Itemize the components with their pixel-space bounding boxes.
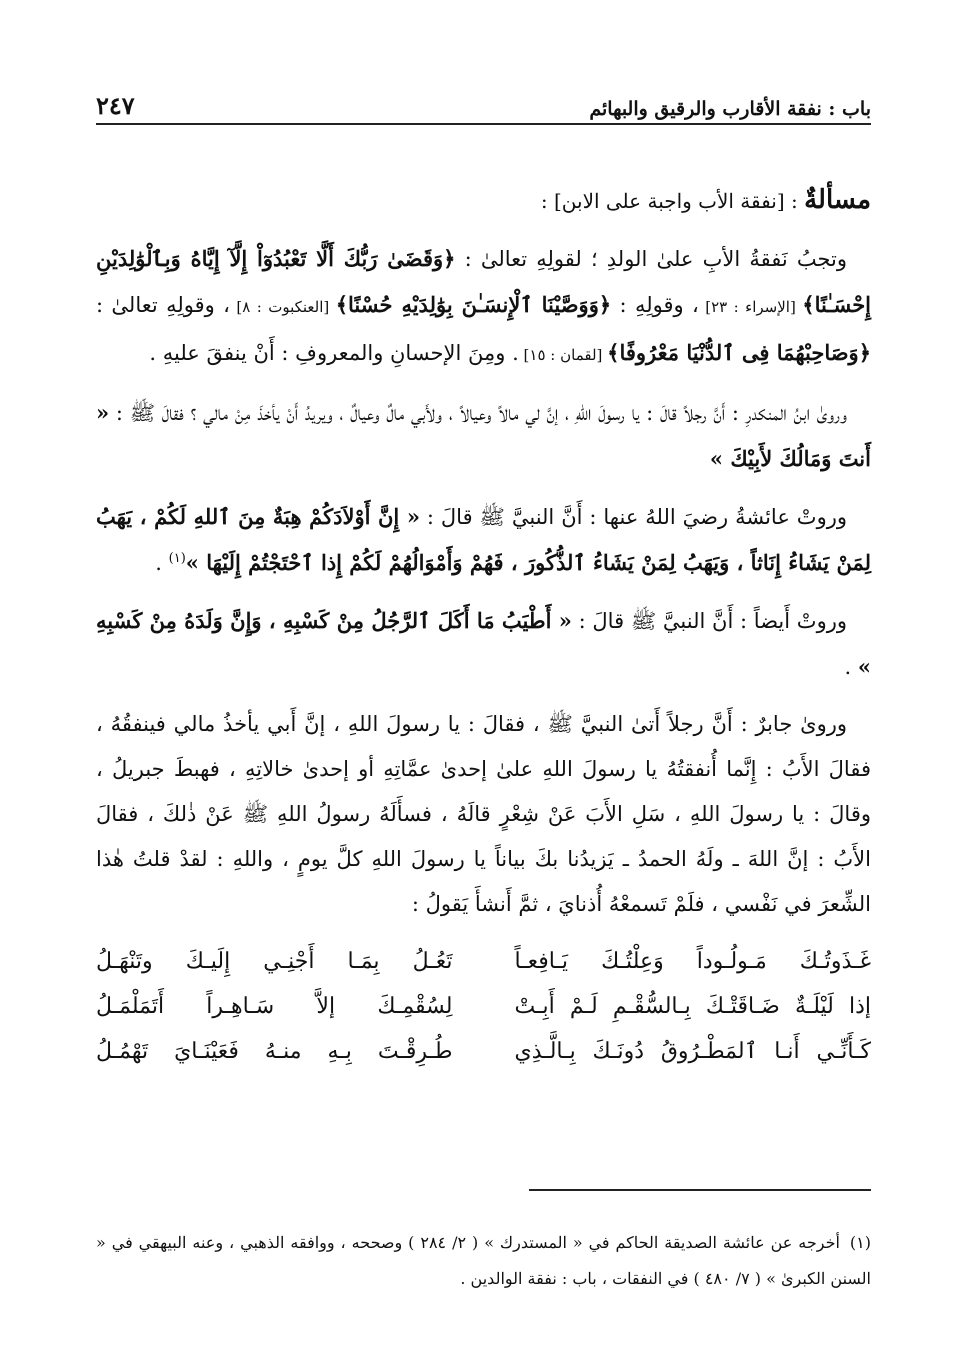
verse-citation: [لقمان : ١٥] bbox=[518, 346, 608, 364]
header-rule bbox=[96, 123, 871, 125]
poem-verse bbox=[96, 1029, 871, 1074]
text: وروتْ أَيضاً : أَنَّ النبيَّ ﷺ قالَ : bbox=[571, 609, 848, 633]
quran-verse: ﴿وَقَضَىٰ رَبُّكَ أَلَّا تَعْبُدُوٓاْ إِلَّآ إِيَّاهُ وَبِٱلْوَٰلِدَيْنِ إِحْسَـٰنًا﴾ bbox=[96, 246, 872, 317]
footnote-rule bbox=[529, 1189, 871, 1191]
quran-verse: ﴿وَوَصَّيْنَا ٱلْإِنسَـٰنَ بِوَٰلِدَيْهِ حُسْنًا﴾ bbox=[335, 292, 612, 317]
text: ، وقولِهِ تعالىٰ : bbox=[96, 293, 230, 317]
paragraph-quran-evidence bbox=[96, 236, 871, 378]
text: . ومِنَ الإحسانِ والمعروفِ : أَنْ ينفقَ عليهِ . bbox=[149, 341, 519, 365]
verse-citation: [الإسراء : ٢٣] bbox=[698, 298, 803, 316]
text: ، وقولِهِ : bbox=[611, 293, 699, 317]
verse-first-hemistich: إذا لَيْلَـةٌ ضَـاقَتْـكَ بِـالسُّقْـمِ لَـمْ أَبِـتْ bbox=[514, 994, 871, 1019]
footnote-number: (١) bbox=[849, 1233, 871, 1252]
text: . bbox=[155, 551, 169, 575]
hadith-quote: « أَنتَ وَمَالُكَ لأَبِيْكَ » bbox=[96, 400, 871, 471]
paragraph-ibn-munkadir bbox=[96, 390, 871, 482]
footnote-text: أخرجه عن عائشة الصديقة الحاكم في « المستدرك » ( ٢/ ٢٨٤ ) وصححه ، ووافقه الذهبي ، وعنه البيهقي في « السنن الكبرىٰ » ( ٧/ ٤٨٠ ) في النفقات ، باب : نفقة الوالدين . bbox=[96, 1233, 871, 1288]
quran-verse: ﴿وَصَاحِبْهُمَا فِى ٱلدُّنْيَا مَعْرُوفًا﴾ bbox=[607, 340, 871, 365]
poem-verse bbox=[96, 984, 871, 1029]
text: وروتْ عائشةُ رضيَ اللهُ عنها : أَنَّ النبيَّ ﷺ قالَ : bbox=[419, 505, 847, 529]
text: وتجبُ نَفقةُ الأبِ علىٰ الولدِ ؛ لقولِهِ تعالىٰ : bbox=[455, 247, 847, 271]
masala-heading bbox=[96, 178, 871, 224]
footnote-marker[interactable]: (١) bbox=[168, 551, 186, 566]
text: وروىٰ جابرٌ : أَنَّ رجلاً أَتىٰ النبيَّ ﷺ ، فقالَ : يا رسولَ اللهِ ، إنَّ أَبي يأخذُ مالي فينفقُهُ ، فقالَ الأَبُ : إِنَّما أُنفقتُهُ يا رسولَ اللهِ علىٰ إحدىٰ عمَّاتِهِ أو إحدىٰ خالاتِهِ ، فهبطَ جبريلُ ، وقالَ : يا رسولَ اللهِ ، سَلِ الأَبَ عَنْ شِعْرٍ قالَهُ ، فسأَلَهُ رسولُ اللهِ ﷺ عَنْ ذٰلكَ ، فقالَ الأَبُ : إنَّ اللهَ ـ ولَهُ الحمدُ ـ يَزيدُنا بكَ بياناً يا رسولَ اللهِ كلَّ يومٍ ، واللهِ : لقدْ قلتُ هٰذا الشِّعرَ في نَفْسي ، فلَمْ تَسمعْهُ أُذنايَ ، ثمَّ أَنشأَ يَقولُ : bbox=[96, 712, 871, 916]
masala-title: : [نفقة الأب واجبة على الابن] : bbox=[540, 189, 805, 213]
poem-verse bbox=[96, 939, 871, 984]
main-text bbox=[96, 178, 871, 1074]
paragraph-jabir bbox=[96, 702, 871, 927]
masala-label: مسألةٌ bbox=[804, 185, 871, 215]
text: . bbox=[844, 655, 858, 679]
paragraph-aisha-1 bbox=[96, 494, 871, 586]
verse-second-hemistich: لِسُقْمِـكَ إلاَّ سَـاهِـراً أَتَمَلْمَـلُ bbox=[96, 994, 453, 1019]
verse-first-hemistich: غَـذَوتُـكَ مَـولُـوداً وَعِلْتُـكَ يَـافِعـاً bbox=[514, 949, 871, 974]
hadith-quote: « أَطْيَبُ مَا أَكَلَ ٱلرَّجُلُ مِنْ كَسْبِهِ ، وَإِنَّ وَلَدَهُ مِنْ كَسْبِهِ » bbox=[96, 608, 871, 679]
verse-citation: [العنكبوت : ٨] bbox=[229, 298, 336, 316]
poetry-block bbox=[96, 939, 871, 1074]
page-number: ٢٤٧ bbox=[96, 91, 135, 120]
verse-second-hemistich: تَعُـلُ بِمَـا أَجْنِـي إِلَيـكَ وتَنْهَـلُ bbox=[96, 949, 453, 974]
hadith-quote: « إِنَّ أَوْلاَدَكُمْ هِبَةٌ مِنَ ٱللهِ لَكُمْ ، يَهَبُ لِمَنْ يَشَاءُ إِنَاثاً ، وَيَهَبُ لِمَنْ يَشَاءُ ٱلذُّكُورَ ، فَهُمْ وَأَمْوَالُهُمْ لَكُمْ إِذا ٱحْتَجْتُمْ إِلَيْهَا » bbox=[96, 504, 871, 575]
running-title: باب : نفقة الأقارب والرقيق والبهائم bbox=[589, 98, 871, 120]
paragraph-aisha-2 bbox=[96, 598, 871, 690]
footnote bbox=[96, 1225, 871, 1297]
page-header bbox=[96, 80, 871, 120]
verse-second-hemistich: طُـرِقْـتَ بِـهِ منـهُ فَعَيْنَـايَ تَهْمُـلُ bbox=[96, 1039, 453, 1064]
verse-first-hemistich: كَـأَنِّـي أَنـا ٱلمَطْـرُوقُ دُونَـكَ بِـالَّـذِي bbox=[514, 1039, 871, 1064]
text: وروىٰ ابنُ المنكدرِ : أَنَّ رجلاً قالَ : يا رسولَ اللهِ ، إنَّ لي مالاً وعيالاً ، ولأَبي مالٌ وعيالٌ ، ويريدُ أَنْ يأخذَ مِنْ مالي ؟ فقالَ ﷺ : bbox=[109, 401, 847, 425]
